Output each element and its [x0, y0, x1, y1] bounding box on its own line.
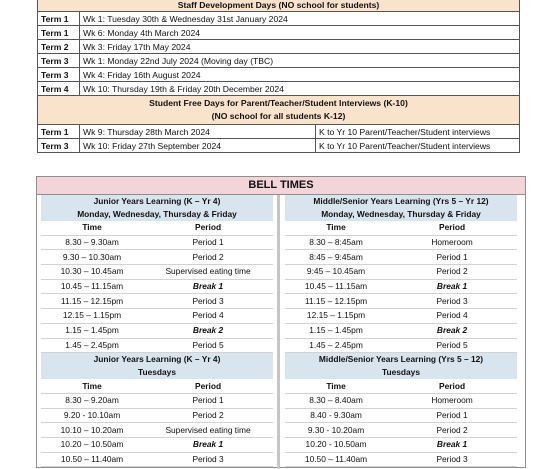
- break-label: Break 1: [143, 279, 273, 294]
- free-days-subtitle: (NO school for all students K-12): [211, 111, 346, 121]
- period-label: Period 3: [143, 294, 273, 309]
- term-label: Term 3: [38, 139, 80, 153]
- bell-row: [285, 338, 517, 353]
- period-label: Period 1: [387, 408, 517, 423]
- bell-time: 1.15 – 1.45pm: [285, 323, 387, 338]
- bell-row: [285, 323, 517, 338]
- bell-row: [285, 279, 517, 294]
- free-day-desc: Wk 9: Thursday 28th March 2024: [80, 125, 316, 139]
- calendar-table: [37, 0, 520, 153]
- section-days-row: [285, 208, 517, 221]
- bell-times-title: BELL TIMES: [37, 177, 525, 195]
- bell-time: 10.20 - 10.50am: [285, 437, 387, 452]
- period-label: Period 2: [143, 408, 273, 423]
- bell-time: 9.30 - 10.20am: [285, 423, 387, 438]
- bell-row: [285, 452, 517, 467]
- staff-day-desc: Wk 6: Monday 4th March 2024: [80, 26, 520, 40]
- bell-time: 9.20 - 10.10am: [41, 408, 143, 423]
- bell-row: [41, 309, 273, 324]
- term-label: Term 1: [38, 26, 80, 40]
- free-days-header-row: [38, 96, 520, 125]
- bell-time: 10.10 – 10.20am: [41, 423, 143, 438]
- bell-row: [41, 323, 273, 338]
- free-day-row: [38, 125, 520, 139]
- term-label: Term 1: [38, 12, 80, 26]
- time-column-header: Time: [41, 221, 143, 235]
- staff-day-row: [38, 82, 520, 96]
- free-day-note: K to Yr 10 Parent/Teacher/Student interviews: [316, 139, 520, 153]
- period-label: Period 1: [143, 393, 273, 408]
- period-label: Period 5: [143, 338, 273, 353]
- bell-time: 9:45 – 10.45am: [285, 265, 387, 280]
- period-label: Period 4: [387, 309, 517, 324]
- bell-row: [41, 423, 273, 438]
- bell-time: 8.30 – 8:45am: [285, 235, 387, 250]
- bell-row: [285, 250, 517, 265]
- junior-bell-table: [41, 195, 273, 467]
- bell-time: 8.30 – 8.40am: [285, 393, 387, 408]
- period-label: Period 2: [387, 423, 517, 438]
- bell-time: 8:45 – 9:45am: [285, 250, 387, 265]
- term-label: Term 3: [38, 54, 80, 68]
- bell-row: [41, 452, 273, 467]
- section-days-row: [41, 208, 273, 221]
- break-label: Break 2: [143, 323, 273, 338]
- bell-time: 10.45 – 11.15am: [41, 279, 143, 294]
- staff-day-desc: Wk 1: Tuesday 30th & Wednesday 31st January 2024: [80, 12, 520, 26]
- section-heading: Middle/Senior Years Learning (Yrs 5 – 12): [285, 353, 517, 367]
- time-column-header: Time: [41, 379, 143, 393]
- bell-times-panel: [36, 176, 526, 468]
- column-header-row: [285, 379, 517, 393]
- bell-time: 8.30 – 9.20am: [41, 393, 143, 408]
- bell-time: 10.20 – 10.50am: [41, 437, 143, 452]
- bell-row: [41, 279, 273, 294]
- staff-day-row: [38, 40, 520, 54]
- staff-day-row: [38, 26, 520, 40]
- section-heading: Junior Years Learning (K – Yr 4): [41, 353, 273, 367]
- period-label: Period 2: [143, 250, 273, 265]
- bell-row: [285, 408, 517, 423]
- section-heading-row: [285, 353, 517, 367]
- bell-row: [41, 338, 273, 353]
- break-label: Break 1: [387, 279, 517, 294]
- bell-row: [285, 393, 517, 408]
- staff-day-row: [38, 12, 520, 26]
- bell-row: [41, 265, 273, 280]
- bell-time: 10.30 – 10.45am: [41, 265, 143, 280]
- staff-day-row: [38, 68, 520, 82]
- section-days: Monday, Wednesday, Thursday & Friday: [285, 208, 517, 221]
- bell-time: 9.30 – 10.30am: [41, 250, 143, 265]
- bell-row: [41, 294, 273, 309]
- staff-day-row: [38, 54, 520, 68]
- bell-row: [285, 294, 517, 309]
- section-heading-row: [285, 195, 517, 208]
- column-header-row: [41, 221, 273, 235]
- period-label: Period 2: [387, 265, 517, 280]
- section-days-row: [285, 366, 517, 379]
- section-days: Tuesdays: [41, 366, 273, 379]
- senior-bell-table: [285, 195, 517, 467]
- column-divider: [277, 195, 280, 469]
- bell-time: 10.45 – 11.15am: [285, 279, 387, 294]
- bell-time: 10.50 – 11.40am: [41, 452, 143, 467]
- bell-time: 8.40 - 9.30am: [285, 408, 387, 423]
- period-label: Supervised eating time: [143, 423, 273, 438]
- period-column-header: Period: [387, 379, 517, 393]
- term-label: Term 3: [38, 68, 80, 82]
- free-days-header: [38, 96, 520, 125]
- column-header-row: [41, 379, 273, 393]
- bell-row: [285, 265, 517, 280]
- period-label: Homeroom: [387, 235, 517, 250]
- bell-time: 1.15 – 1.45pm: [41, 323, 143, 338]
- period-label: Period 3: [143, 452, 273, 467]
- bell-time: 12.15 – 1.15pm: [285, 309, 387, 324]
- bell-time: 11.15 – 12.15pm: [285, 294, 387, 309]
- period-column-header: Period: [143, 221, 273, 235]
- staff-day-desc: Wk 3: Friday 17th May 2024: [80, 40, 520, 54]
- bell-row: [285, 423, 517, 438]
- bell-time: 1.45 – 2.45pm: [285, 338, 387, 353]
- staff-day-desc: Wk 10: Thursday 19th & Friday 20th December 2024: [80, 82, 520, 96]
- column-header-row: [285, 221, 517, 235]
- section-heading: Middle/Senior Years Learning (Yrs 5 – Yr 12): [285, 195, 517, 208]
- bell-time: 1.45 – 2.45pm: [41, 338, 143, 353]
- period-label: Supervised eating time: [143, 265, 273, 280]
- section-days-row: [41, 366, 273, 379]
- bell-row: [285, 235, 517, 250]
- section-heading-row: [41, 195, 273, 208]
- bell-row: [41, 393, 273, 408]
- bell-time: 12.15 – 1.15pm: [41, 309, 143, 324]
- period-column-header: Period: [143, 379, 273, 393]
- bell-time: 8.30 – 9.30am: [41, 235, 143, 250]
- break-label: Break 1: [387, 437, 517, 452]
- break-label: Break 1: [143, 437, 273, 452]
- period-column-header: Period: [387, 221, 517, 235]
- bell-time: 11.15 – 12.15pm: [41, 294, 143, 309]
- free-day-row: [38, 139, 520, 153]
- section-heading: Junior Years Learning (K – Yr 4): [41, 195, 273, 208]
- bell-row: [285, 309, 517, 324]
- staff-day-desc: Wk 4: Friday 16th August 2024: [80, 68, 520, 82]
- free-day-note: K to Yr 10 Parent/Teacher/Student interviews: [316, 125, 520, 139]
- staff-day-desc: Wk 1: Monday 22nd July 2024 (Moving day (TBC): [80, 54, 520, 68]
- break-label: Break 2: [387, 323, 517, 338]
- time-column-header: Time: [285, 379, 387, 393]
- time-column-header: Time: [285, 221, 387, 235]
- period-label: Homeroom: [387, 393, 517, 408]
- period-label: Period 3: [387, 452, 517, 467]
- section-days: Monday, Wednesday, Thursday & Friday: [41, 208, 273, 221]
- staff-days-header: Staff Development Days (NO school for students): [38, 0, 520, 12]
- period-label: Period 1: [387, 250, 517, 265]
- term-label: Term 1: [38, 125, 80, 139]
- period-label: Period 4: [143, 309, 273, 324]
- section-days: Tuesdays: [285, 366, 517, 379]
- bell-row: [41, 408, 273, 423]
- period-label: Period 5: [387, 338, 517, 353]
- section-heading-row: [41, 353, 273, 367]
- period-label: Period 3: [387, 294, 517, 309]
- bell-row: [41, 235, 273, 250]
- bell-time: 10.50 – 11.40am: [285, 452, 387, 467]
- free-day-desc: Wk 10: Friday 27th September 2024: [80, 139, 316, 153]
- term-label: Term 2: [38, 40, 80, 54]
- free-days-title: Student Free Days for Parent/Teacher/Student Interviews (K-10): [149, 98, 408, 108]
- term-label: Term 4: [38, 82, 80, 96]
- period-label: Period 1: [143, 235, 273, 250]
- bell-row: [41, 250, 273, 265]
